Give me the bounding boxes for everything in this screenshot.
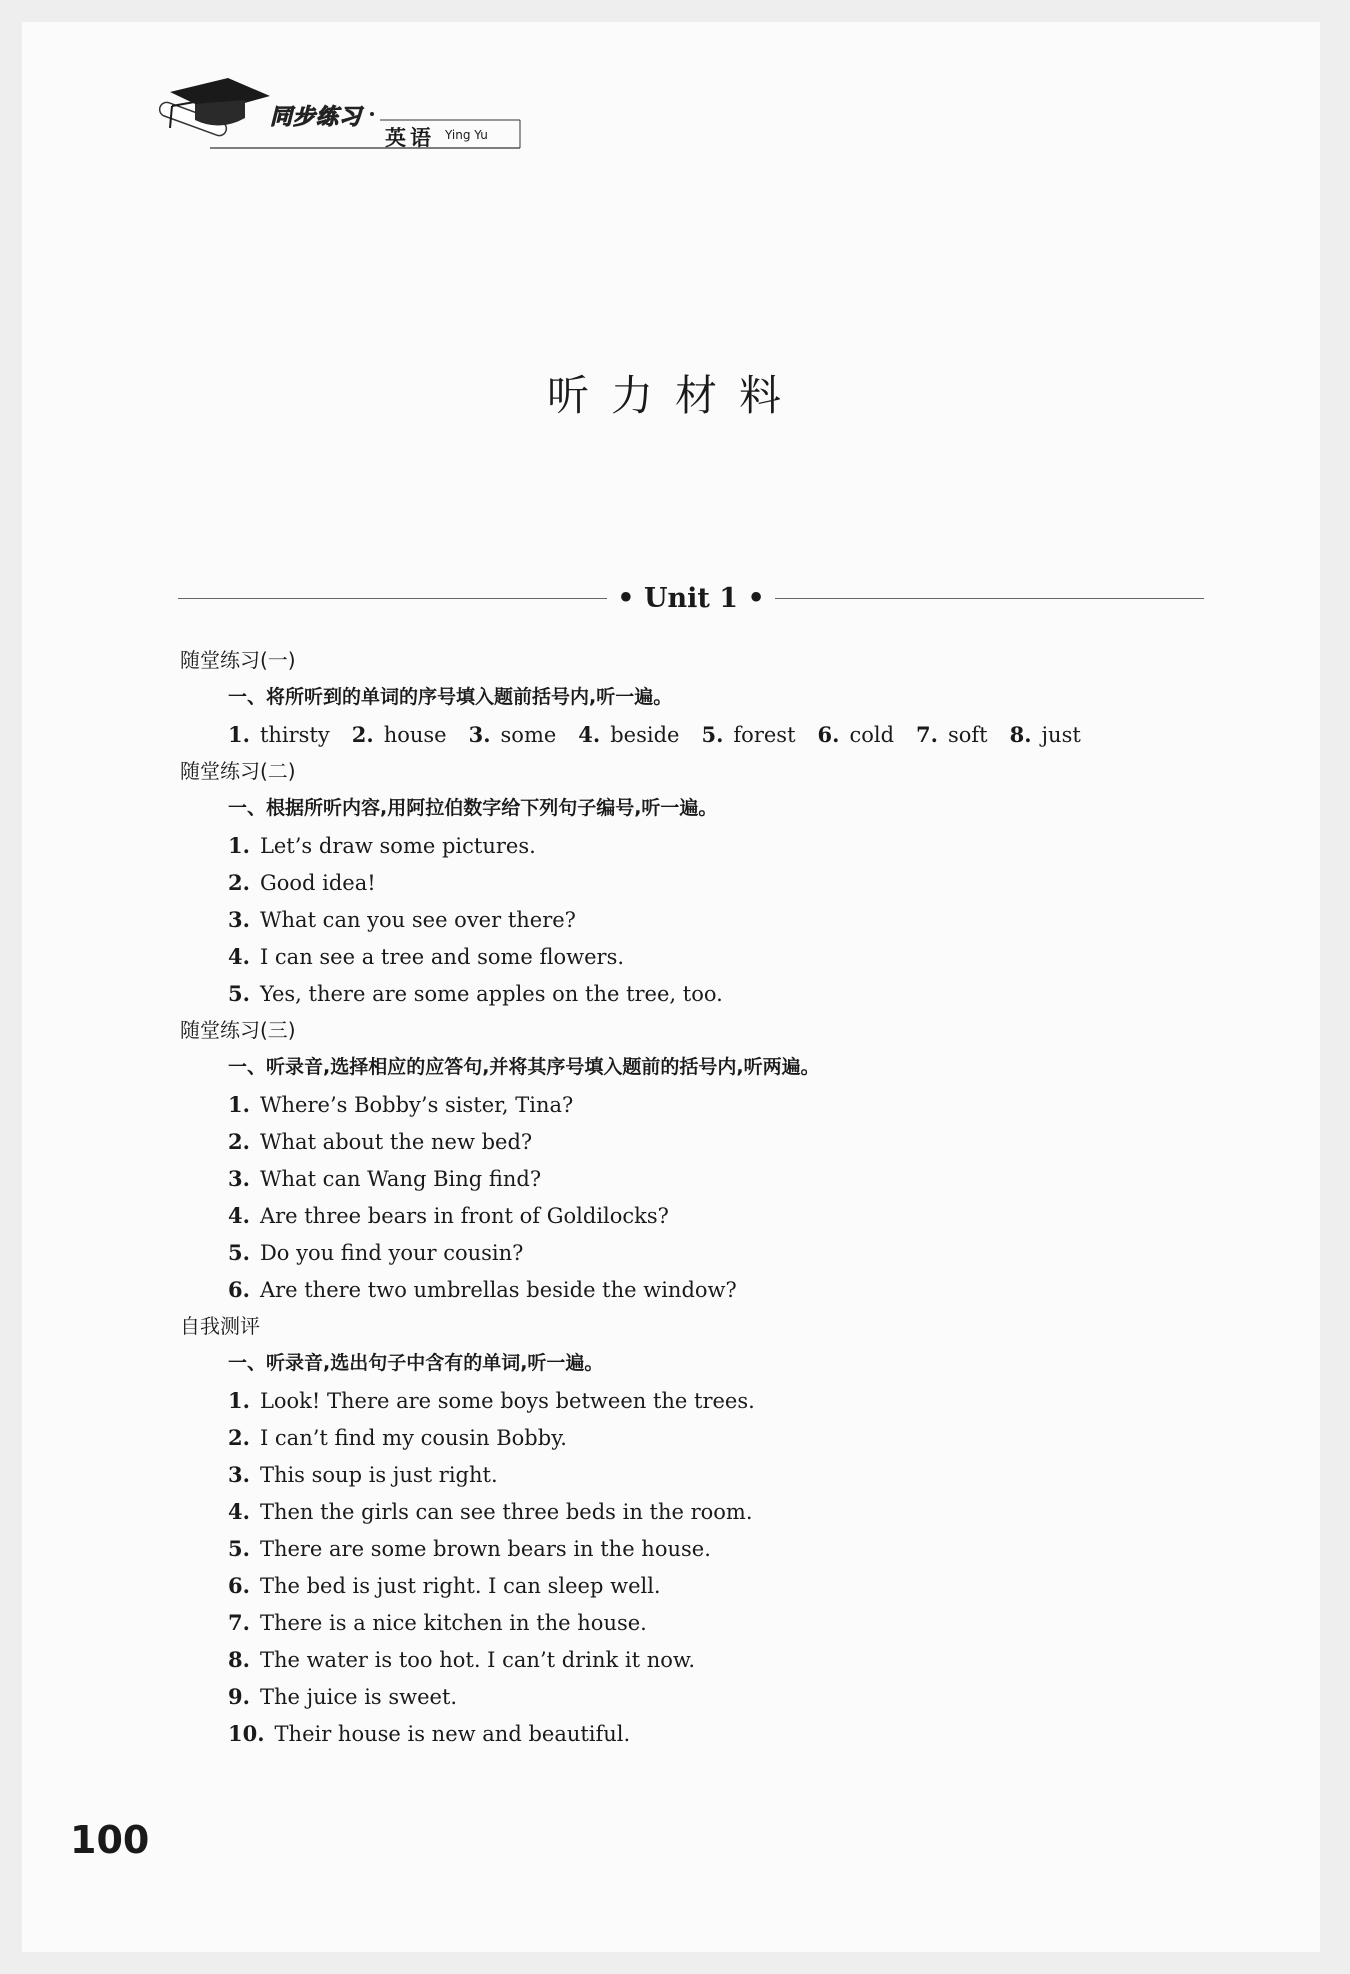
word-item: 1. thirsty [228,722,330,747]
sentence-item: 2. Good idea! [228,870,376,895]
sentence-item: 8. The water is too hot. I can’t drink it now. [228,1647,696,1672]
sentence-item: 3. This soup is just right. [228,1462,498,1487]
section-practice-3 [180,1012,1220,1308]
section-instruction: 一、将所听到的单词的序号填入题前括号内,听一遍。 [228,686,673,708]
sentence-item: 2. I can’t find my cousin Bobby. [228,1425,567,1450]
section-title: 随堂练习(二) [180,759,296,783]
book-header [150,70,550,160]
sentence-item: 4. I can see a tree and some flowers. [228,944,625,969]
section-practice-2 [180,753,1220,1012]
book-subject: 英语 [385,126,435,150]
divider-right [775,598,1204,599]
page-title: 听力材料 [546,371,803,420]
sentence-item: 1. Let’s draw some pictures. [228,833,536,858]
book-subject-pinyin: Ying Yu [445,128,488,142]
question-item: 6. Are there two umbrellas beside the window? [228,1277,737,1302]
listening-material [180,642,1220,1752]
word-item: 5. forest [701,722,796,747]
unit-heading [178,580,1204,616]
question-item: 1. Where’s Bobby’s sister, Tina? [228,1092,574,1117]
word-item: 4. beside [578,722,680,747]
sentence-item: 3. What can you see over there? [228,907,576,932]
sentence-item: 10. Their house is new and beautiful. [228,1721,631,1746]
section-title: 随堂练习(三) [180,1018,296,1042]
sentence-item: 5. There are some brown bears in the house. [228,1536,711,1561]
section-instruction: 一、根据所听内容,用阿拉伯数字给下列句子编号,听一遍。 [228,797,718,819]
section-practice-1 [180,642,1220,753]
question-item: 2. What about the new bed? [228,1129,533,1154]
section-instruction: 一、听录音,选出句子中含有的单词,听一遍。 [228,1352,604,1374]
word-item: 7. soft [916,722,988,747]
sentence-item: 1. Look! There are some boys between the trees. [228,1388,755,1413]
sentence-item: 4. Then the girls can see three beds in the room. [228,1499,753,1524]
question-item: 3. What can Wang Bing find? [228,1166,542,1191]
divider-left [178,598,607,599]
word-list [180,716,1220,753]
word-item: 6. cold [817,722,895,747]
sentence-item: 9. The juice is sweet. [228,1684,458,1709]
question-item: 4. Are three bears in front of Goldilocks? [228,1203,669,1228]
page-number: 100 [70,1818,150,1862]
word-item: 8. just [1009,722,1081,747]
question-item: 5. Do you find your cousin? [228,1240,524,1265]
section-instruction: 一、听录音,选择相应的应答句,并将其序号填入题前的括号内,听两遍。 [228,1056,820,1078]
sentence-item: 7. There is a nice kitchen in the house. [228,1610,647,1635]
sentence-item: 6. The bed is just right. I can sleep well. [228,1573,661,1598]
word-item: 3. some [468,722,557,747]
word-item: 2. house [351,722,447,747]
unit-title: • Unit 1 • [617,582,765,614]
section-title: 自我测评 [180,1314,260,1338]
book-brand: 同步练习 [270,105,363,130]
section-title: 随堂练习(一) [180,648,296,672]
sentence-item: 5. Yes, there are some apples on the tree, too. [228,981,723,1006]
section-self-test [180,1308,1220,1752]
